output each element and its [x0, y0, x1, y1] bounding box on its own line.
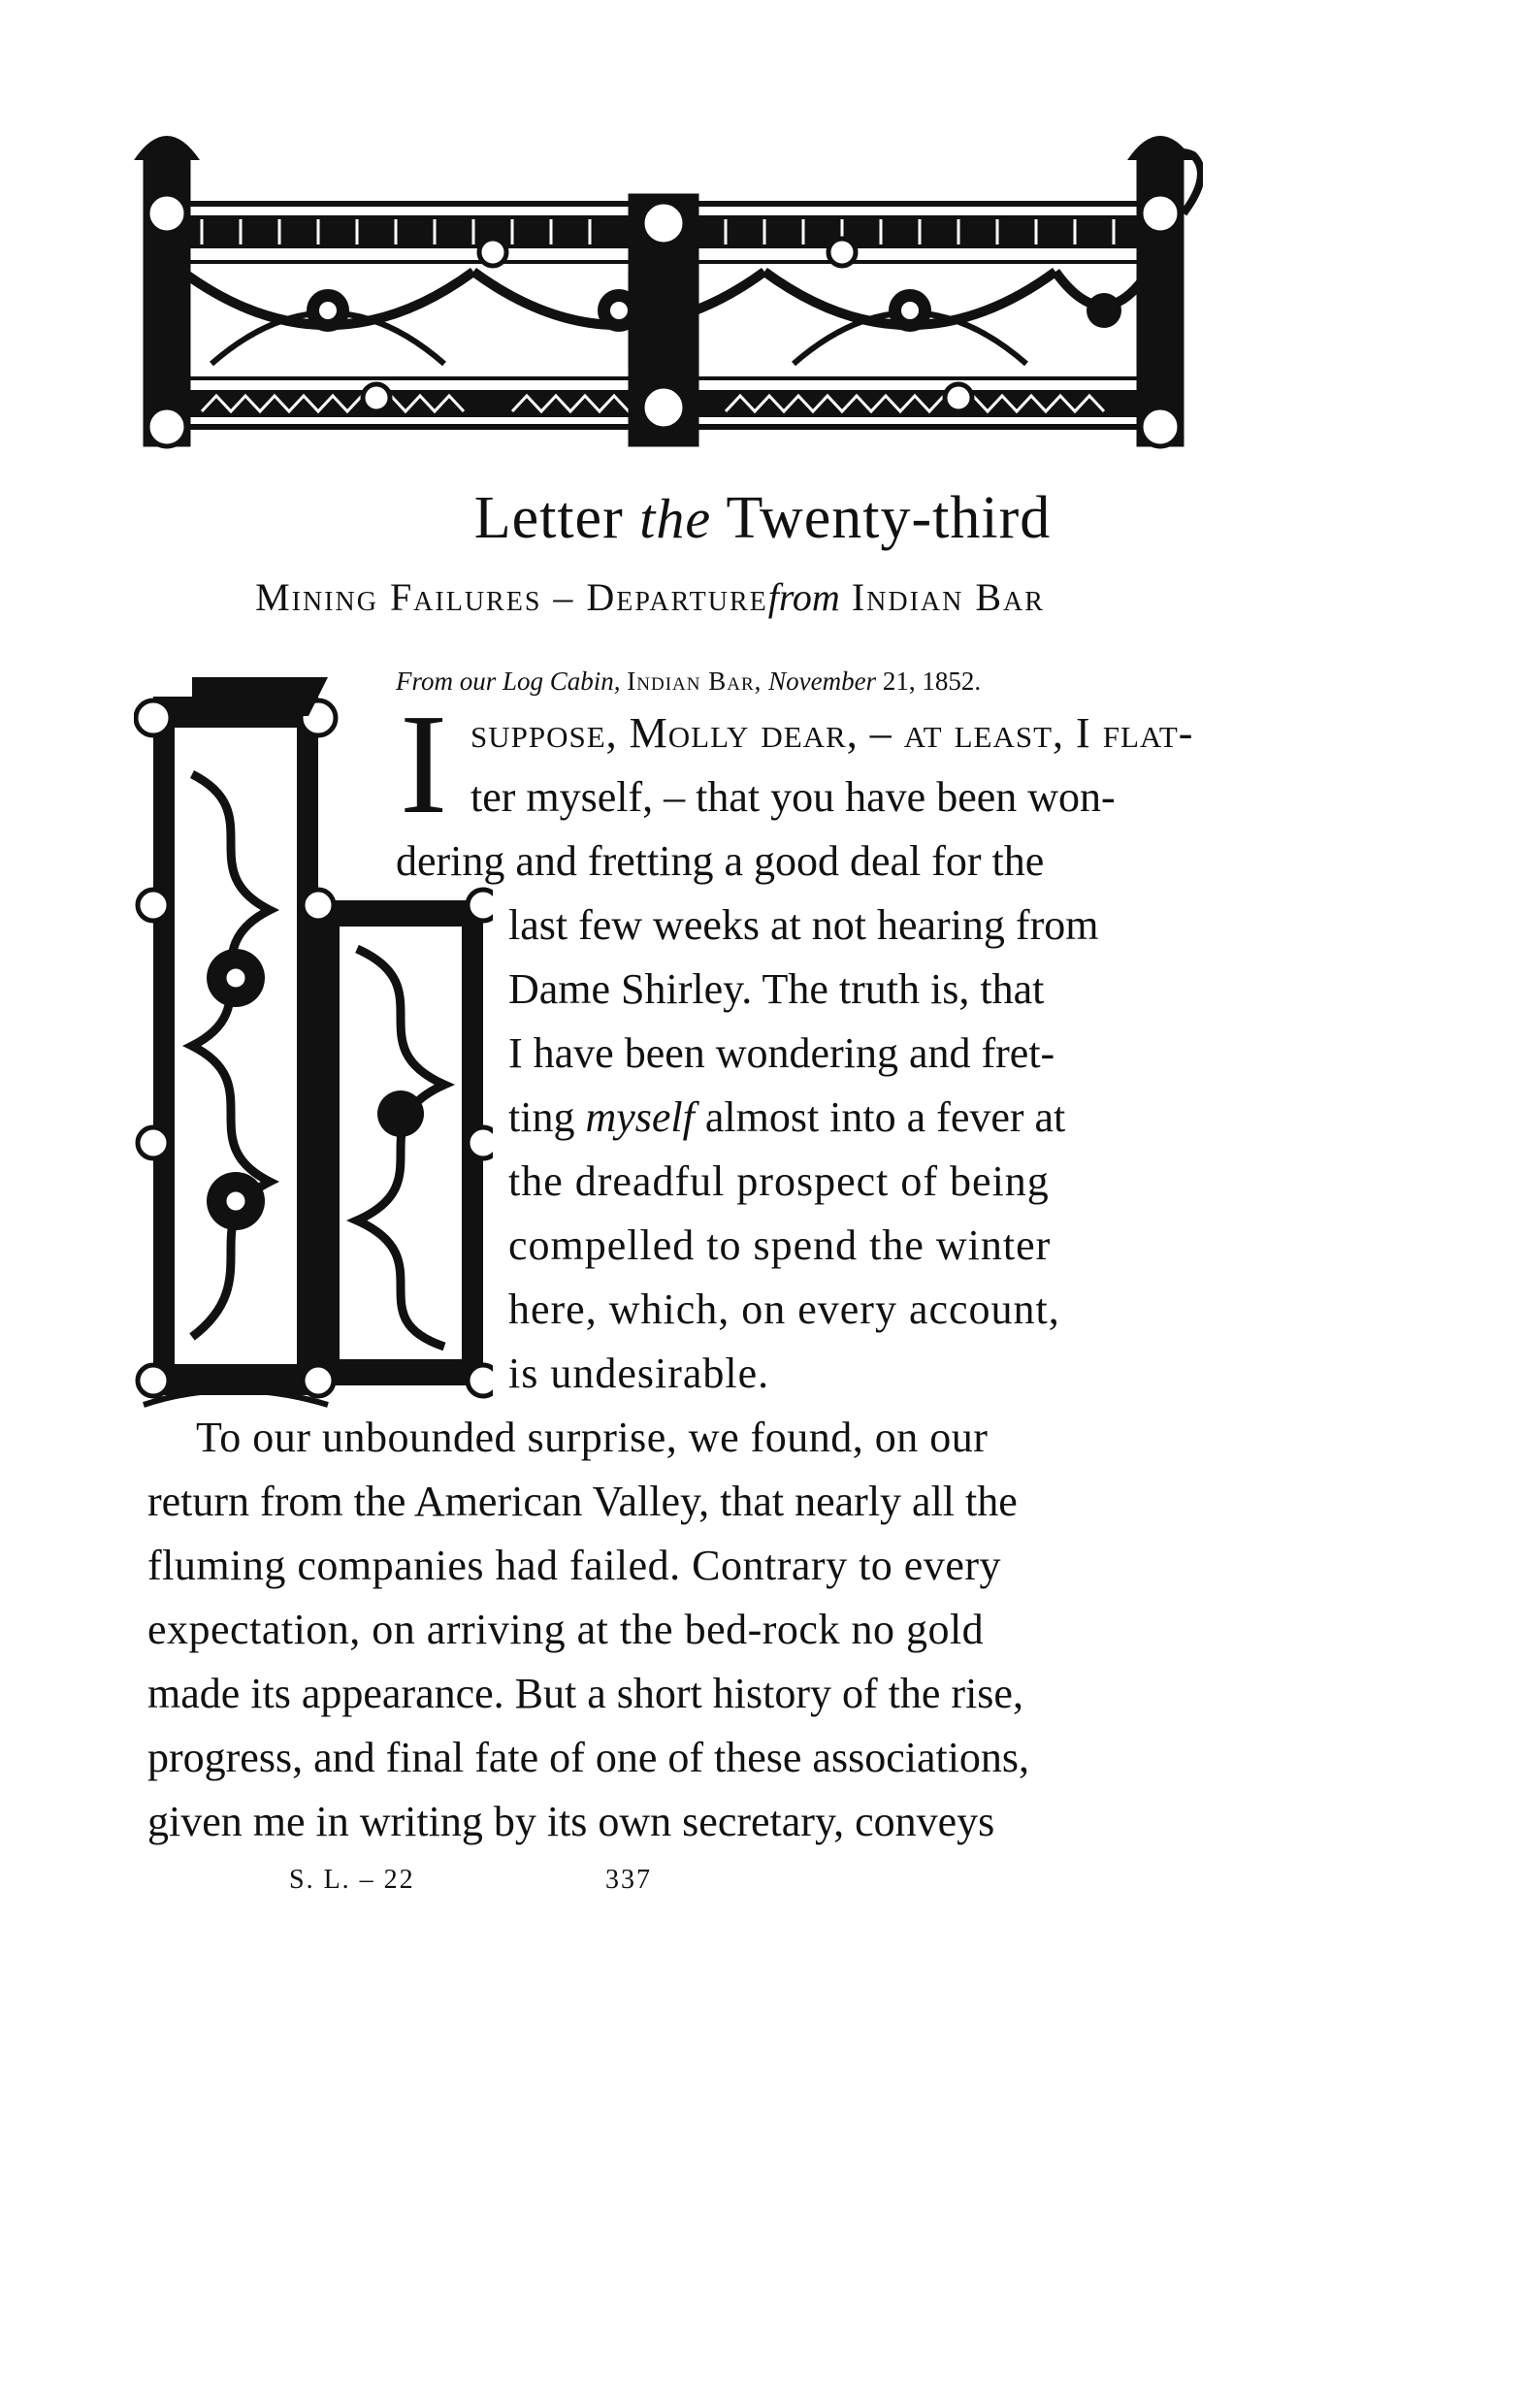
- dateline-date: 21, 1852.: [882, 667, 982, 696]
- dateline: [396, 666, 1172, 697]
- subtitle-place: Indian Bar: [851, 575, 1045, 619]
- text-line: expectation, on arriving at the bed-rock no gold: [147, 1606, 985, 1653]
- letter-title: [0, 485, 1525, 551]
- signature-mark: S. L. – 22: [289, 1865, 415, 1895]
- title-ordinal: Twenty-third: [726, 485, 1052, 551]
- text-line: return from the American Valley, that nearly all the: [147, 1478, 1018, 1525]
- text-line: progress, and final fate of one of these associations,: [147, 1734, 1030, 1781]
- text-line: dering and fretting a good deal for the: [396, 837, 1045, 885]
- text-line: here, which, on every account,: [508, 1285, 1060, 1333]
- text-line: suppose, Molly dear, – at least, I flat-: [470, 709, 1194, 757]
- text-line: compelled to spend the winter: [508, 1221, 1052, 1269]
- ornamental-headpiece: [124, 116, 1203, 458]
- dateline-month: November: [768, 667, 877, 696]
- subtitle-from: from: [767, 575, 840, 619]
- text-line: fluming companies had failed. Contrary to every: [147, 1542, 1002, 1589]
- text-line: Dame Shirley. The truth is, that: [508, 965, 1045, 1013]
- page-footer: [0, 1865, 1525, 1904]
- title-the: the: [639, 487, 712, 550]
- text-line-emphasis: [508, 1089, 1149, 1147]
- title-letter: Letter: [473, 485, 624, 551]
- dateline-origin: From our Log Cabin,: [396, 667, 621, 696]
- text-line: the dreadful prospect of being: [508, 1157, 1050, 1205]
- letter-subtitle: [146, 574, 1154, 621]
- text-line: made its appearance. But a short history of the rise,: [147, 1670, 1023, 1717]
- text-line: I have been wondering and fret-: [508, 1029, 1055, 1077]
- drop-cap: I: [400, 685, 448, 844]
- text-line: To our unbounded surprise, we found, on our: [196, 1414, 989, 1461]
- text-fragment: almost into a fever at: [704, 1093, 1066, 1141]
- subtitle-main: Mining Failures – Departure: [255, 575, 768, 619]
- italic-word: myself: [585, 1093, 695, 1141]
- page-number: 337: [605, 1865, 652, 1895]
- text-line: given me in writing by its own secretary, conveys: [147, 1798, 995, 1845]
- text-fragment: ting: [508, 1093, 575, 1141]
- text-line: ter myself, – that you have been won-: [470, 773, 1116, 821]
- dateline-place: Indian Bar,: [627, 667, 762, 696]
- text-line: last few weeks at not hearing from: [508, 901, 1099, 949]
- text-line: is undesirable.: [508, 1350, 770, 1397]
